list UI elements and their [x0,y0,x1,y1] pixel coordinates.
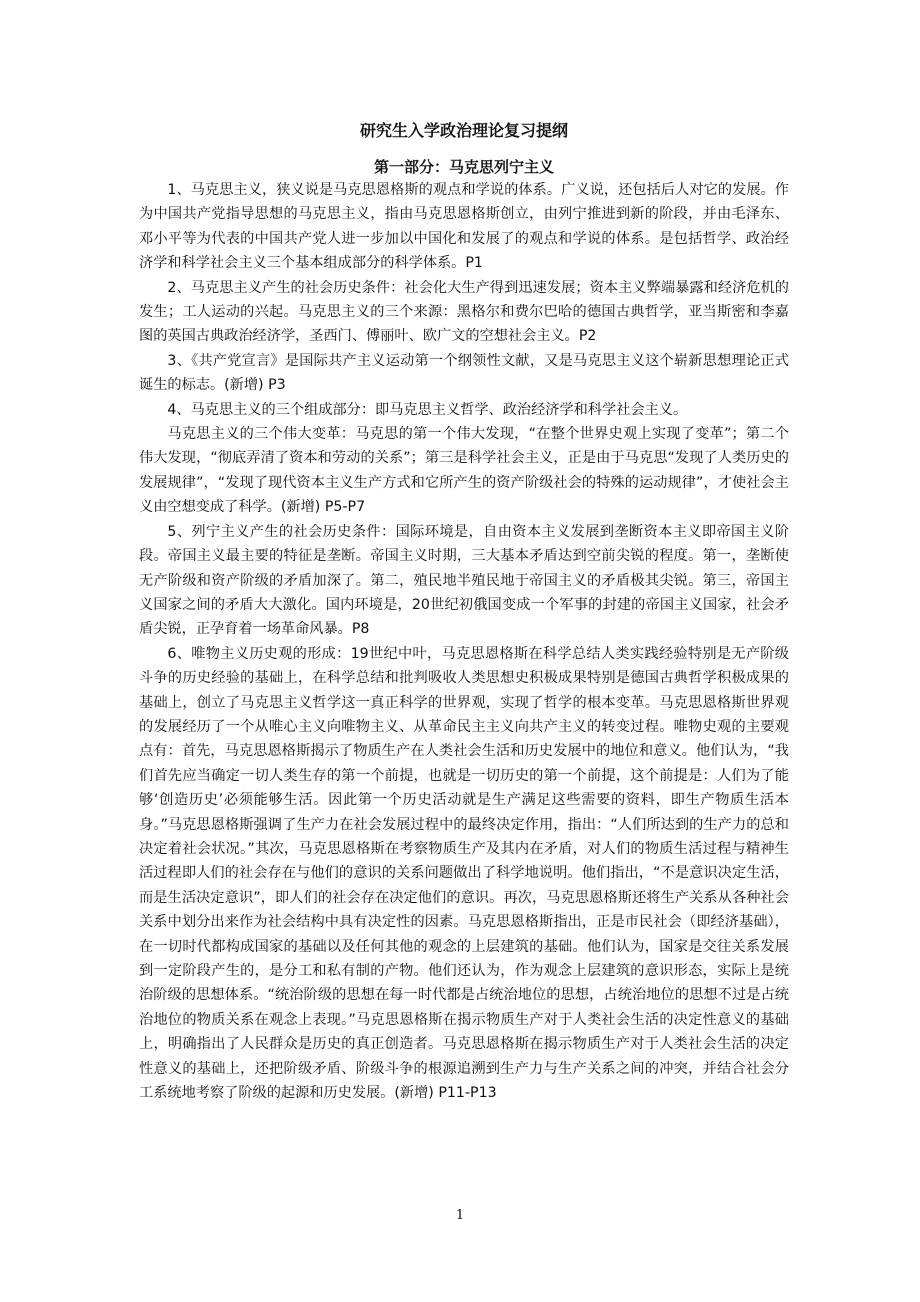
paragraph-1: 1、马克思主义，狭义说是马克思恩格斯的观点和学说的体系。广义说，还包括后人对它的发展。作为中国共产党指导思想的马克思主义，指由马克思恩格斯创立，由列宁推进到新的阶段，并由毛泽东、邓小平等为代表的中国共产党人进一步加以中国化和发展了的观点和学说的体系。是包括哲学、政治经济学和科学社会主义三个基本组成部分的科学体系。P1 [139,182,789,272]
page-number: 1 [455,1208,465,1223]
paragraph-5: 5、列宁主义产生的社会历史条件：国际环境是，自由资本主义发展到垄断资本主义即帝国主义阶段。帝国主义最主要的特征是垄断。帝国主义时期，三大基本矛盾达到空前尖锐的程度。第一，垄断使无产阶级和资产阶级的矛盾加深了。第二，殖民地半殖民地于帝国主义的矛盾极其尖锐。第三，帝国主义国家之间的矛盾大大激化。国内环境是，20世纪初俄国变成一个军事的封建的帝国主义国家，社会矛盾尖锐，正孕育着一场革命风暴。P8 [139,523,789,638]
document-body [139,120,789,1105]
paragraph-4: 4、马克思主义的三个组成部分：即马克思主义哲学、政治经济学和科学社会主义。 [167,401,688,418]
paragraph-4-continued: 马克思主义的三个伟大变革：马克思的第一个伟大发现，“在整个世界史观上实现了变革”；第二个伟大发现，“彻底弄清了资本和劳动的关系”；第三是科学社会主义，正是由于马克思“发现了人类历史的发展规律”，“发现了现代资本主义生产方式和它所产生的资产阶级社会的特殊的运动规律”，才使社会主义由空想变成了科学。(新增) P5-P7 [139,426,789,516]
document-title: 研究生入学政治理论复习提纲 [359,121,568,140]
section-heading: 第一部分：马克思列宁主义 [373,158,554,176]
paragraph-3: 3、《共产党宣言》是国际共产主义运动第一个纲领性文献，又是马克思主义这个崭新思想理论正式诞生的标志。(新增) P3 [139,352,789,394]
paragraph-2: 2、马克思主义产生的社会历史条件：社会化大生产得到迅速发展；资本主义弊端暴露和经济危机的发生；工人运动的兴起。马克思主义的三个来源：黑格尔和费尔巴哈的德国古典哲学，亚当斯密和李嘉图的英国古典政治经济学，圣西门、傅丽叶、欧广文的空想社会主义。P2 [139,279,789,345]
paragraph-6: 6、唯物主义历史观的形成：19世纪中叶，马克思恩格斯在科学总结人类实践经验特别是无产阶级斗争的历史经验的基础上，在科学总结和批判吸收人类思想史积极成果特别是德国古典哲学积极成果的基础上，创立了马克思主义哲学这一真正科学的世界观，实现了哲学的根本变革。马克思恩格斯世界观的发展经历了一个从唯心主义向唯物主义、从革命民主主义向共产主义的转变过程。唯物史观的主要观点有：首先，马克思恩格斯揭示了物质生产在人类社会生活和历史发展中的地位和意义。他们认为，“我们首先应当确定一切人类生存的第一个前提，也就是一切历史的第一个前提，这个前提是：人们为了能够‘创造历史’必须能够生活。因此第一个历史活动就是生产满足这些需要的资料，即生产物质生活本身。”马克思恩格斯强调了生产力在社会发展过程中的最终决定作用，指出：“人们所达到的生产力的总和决定着社会状况。”其次，马克思恩格斯在考察物质生产及其内在矛盾，对人们的物质生活过程与精神生活过程即人们的社会存在与他们的意识的关系问题做出了科学地说明。他们指出，“不是意识决定生活，而是生活决定意识”，即人们的社会存在决定他们的意识。再次，马克思恩格斯还将生产关系从各种社会关系中划分出来作为社会结构中具有决定性的因素。马克思恩格斯指出，正是市民社会（即经济基础），在一切时代都构成国家的基础以及任何其他的观念的上层建筑的基础。他们认为，国家是交往关系发展到一定阶段产生的，是分工和私有制的产物。他们还认为，作为观念上层建筑的意识形态，实际上是统治阶级的思想体系。“统治阶级的思想在每一时代都是占统治地位的思想，占统治地位的思想不过是占统治地位的物质关系在观念上表现。”马克思恩格斯在揭示物质生产对于人类社会生活的决定性意义的基础上，明确指出了人民群众是历史的真正创造者。马克思恩格斯在揭示物质生产对于人类社会生活的决定性意义的基础上，还把阶级矛盾、阶级斗争的根源追溯到生产力与生产关系之间的冲突，并结合社会分工系统地考察了阶级的起源和历史发展。(新增) P11-P13 [139,645,789,1102]
